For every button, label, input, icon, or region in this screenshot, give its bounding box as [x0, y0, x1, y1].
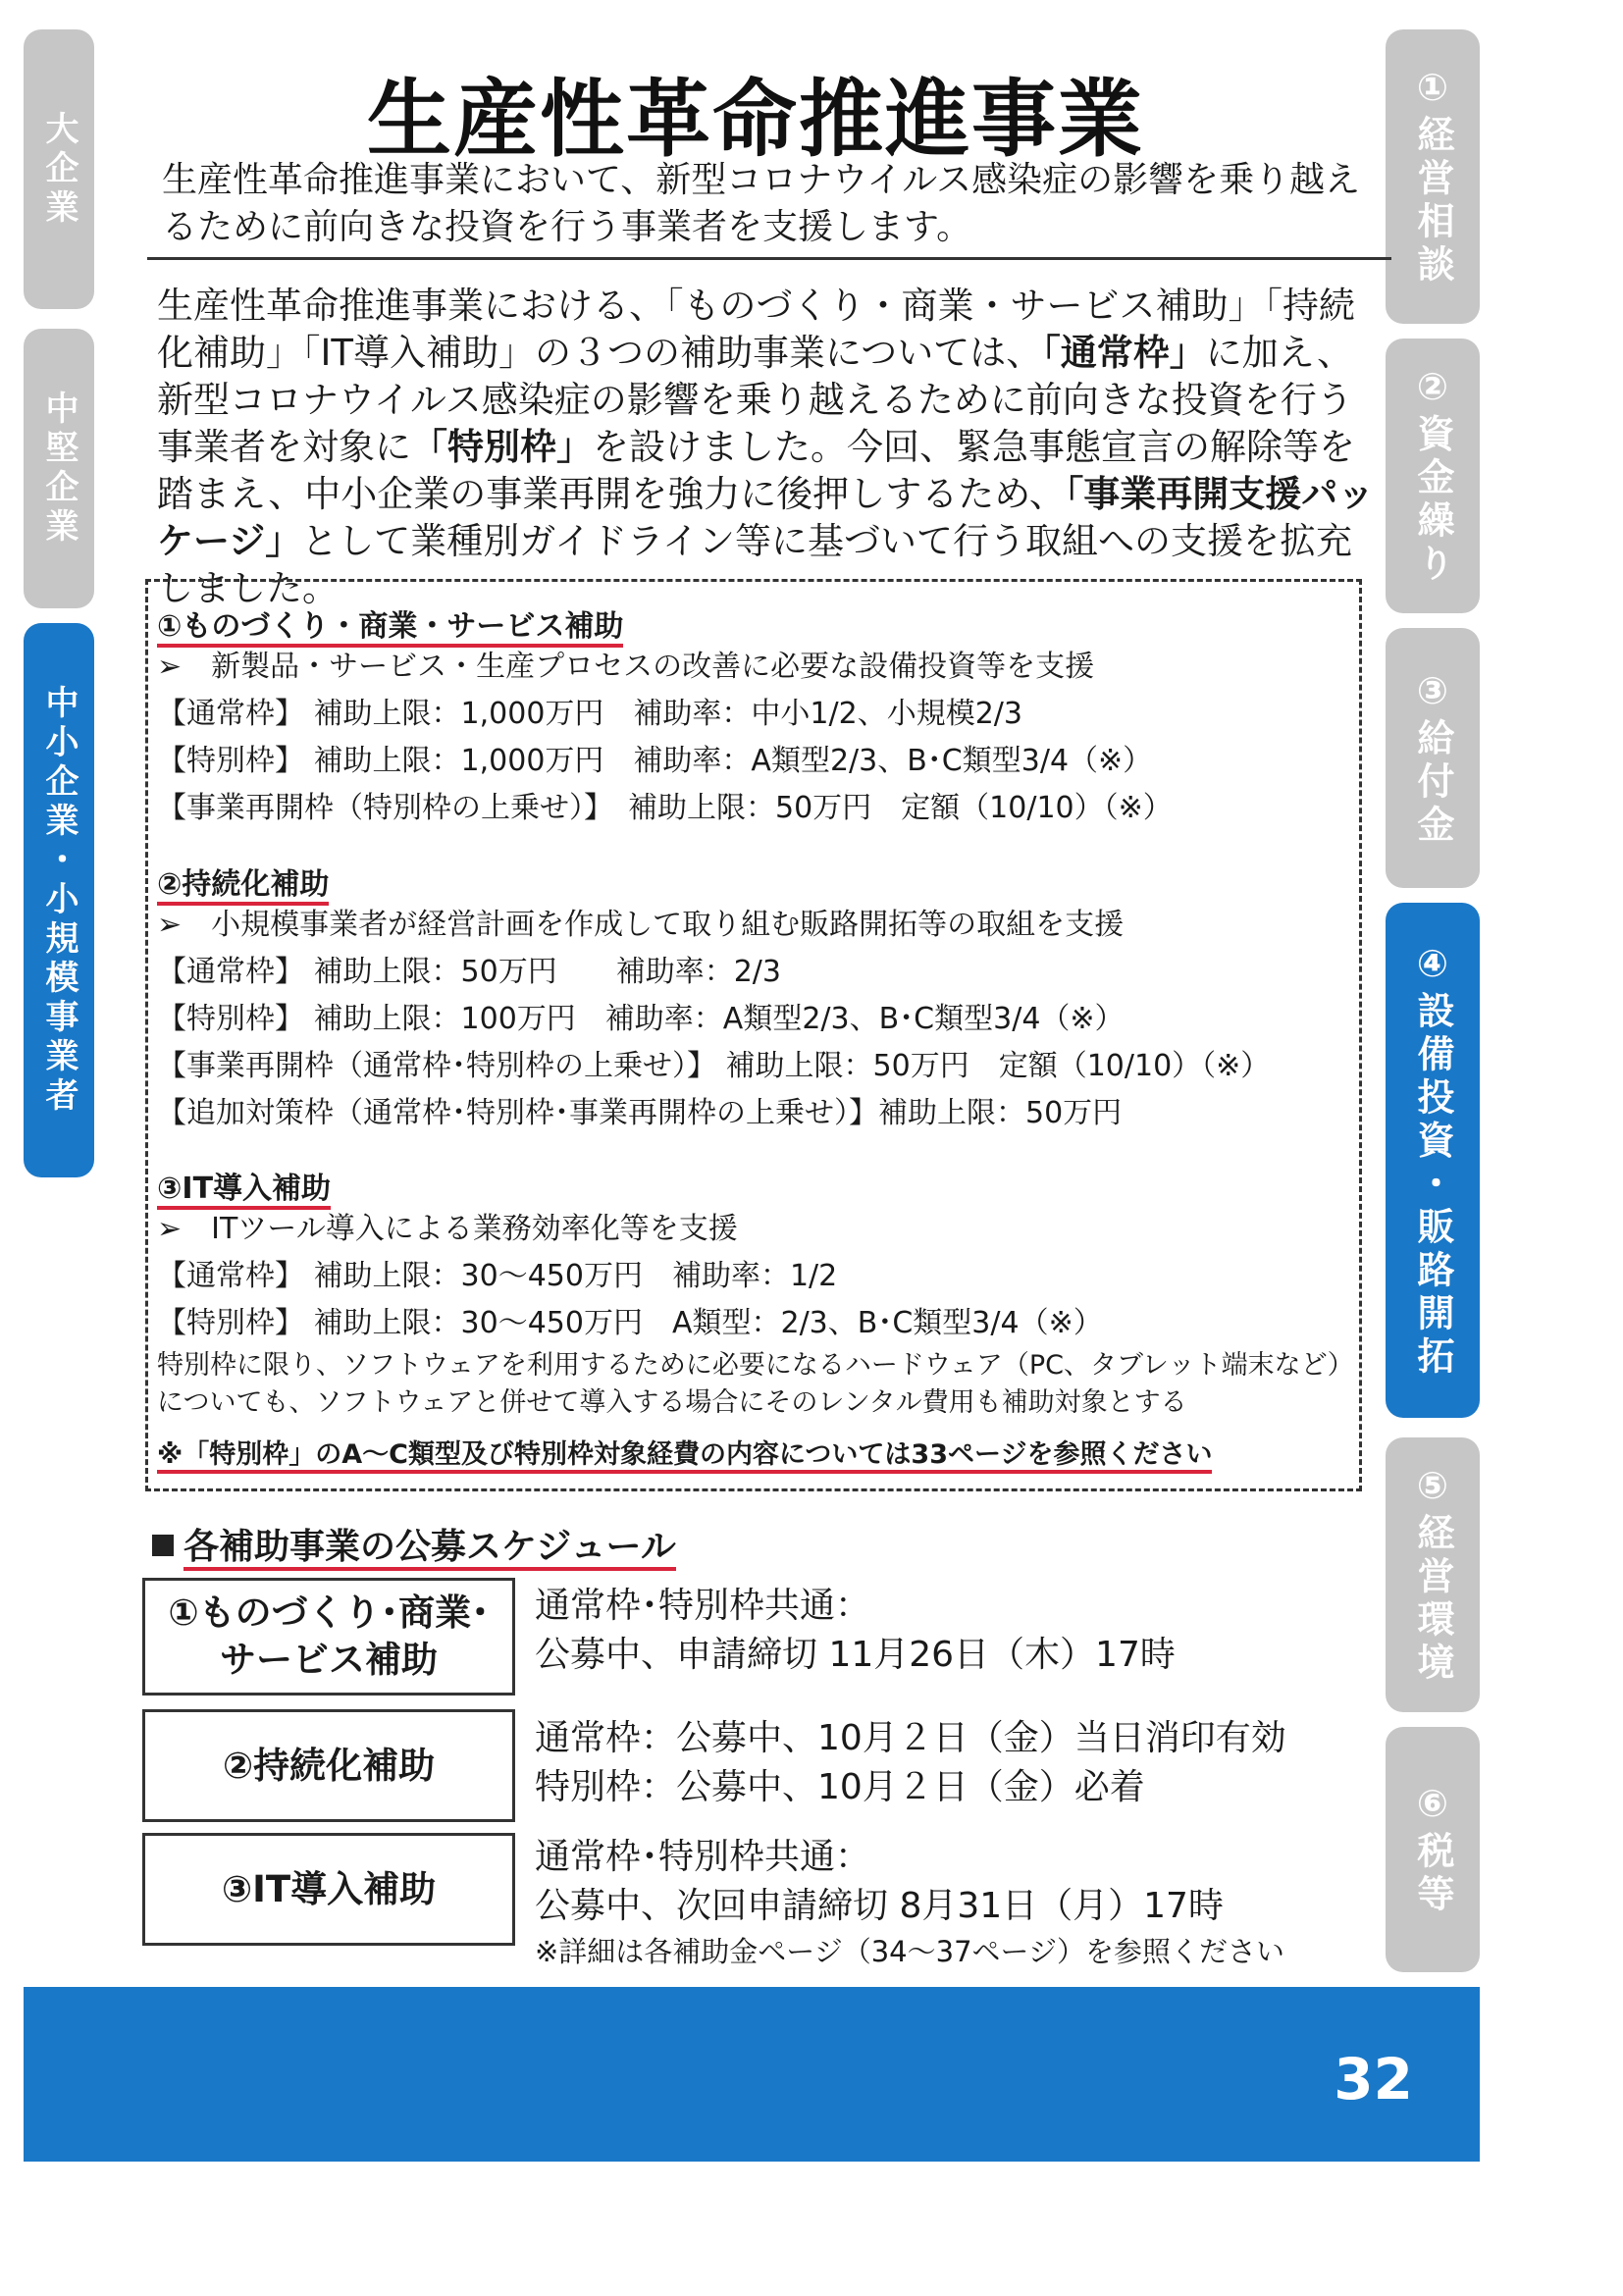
section-line: 【特別枠】 補助上限：1,000万円 補助率：A類型2/3、B･C類型3/4（※）	[157, 744, 1153, 778]
section-desc: ➢ 新製品・サービス・生産プロセスの改善に必要な設備投資等を支援	[157, 650, 1095, 684]
schedule-desc-jizokuka: 通常枠：公募中、10月２日（金）当日消印有効 特別枠：公募中、10月２日（金）必着	[535, 1718, 1286, 1807]
tab-large-enterprise[interactable]: 大企業	[24, 29, 94, 309]
schedule-desc-monozukuri: 通常枠･特別枠共通： 公募中、申請締切 11月26日（木）17時	[535, 1586, 1176, 1675]
special-frame-note: ※「特別枠」のA～C類型及び特別枠対象経費の内容については33ページを参照ください	[157, 1439, 1212, 1474]
section-line: 【通常枠】 補助上限：50万円 補助率：2/3	[157, 955, 781, 989]
tab-mid-enterprise[interactable]: 中堅企業	[24, 329, 94, 608]
section-line: 【事業再開枠（通常枠･特別枠の上乗せ）】 補助上限：50万円 定額（10/10）（※）	[157, 1049, 1271, 1083]
section-line: 【通常枠】 補助上限：30～450万円 補助率：1/2	[157, 1259, 838, 1293]
divider	[147, 257, 1391, 260]
schedule-heading: 各補助事業の公募スケジュール	[152, 1519, 676, 1569]
tab-benefits[interactable]: ③給付金	[1386, 628, 1480, 888]
section-title: ②持続化補助	[157, 867, 329, 906]
section-it	[157, 1173, 1354, 1422]
tab-tax[interactable]: ⑥税等	[1386, 1727, 1480, 1972]
section-line: 【通常枠】 補助上限：1,000万円 補助率：中小1/2、小規模2/3	[157, 697, 1022, 731]
section-title: ①ものづくり・商業・サービス補助	[157, 609, 623, 648]
section-line: 【追加対策枠（通常枠･特別枠･事業再開枠の上乗せ）】補助上限：50万円	[157, 1096, 1123, 1130]
tab-business-environment[interactable]: ⑤経営環境	[1386, 1437, 1480, 1712]
section-desc: ➢ ITツール導入による業務効率化等を支援	[157, 1212, 738, 1246]
section-line: 【特別枠】 補助上限：100万円 補助率：A類型2/3、B･C類型3/4（※）	[157, 1002, 1125, 1036]
section-small-note: 特別枠に限り、ソフトウェアを利用するために必要になるハードウェア（PC、タブレット端末など）	[157, 1350, 1354, 1381]
section-desc: ➢ 小規模事業者が経営計画を作成して取り組む販路開拓等の取組を支援	[157, 908, 1125, 942]
schedule-desc-it: 通常枠･特別枠共通： 公募中、次回申請締切 8月31日（月）17時	[535, 1837, 1224, 1926]
lead-text: 生産性革命推進事業において、新型コロナウイルス感染症の影響を乗り越えるために前向きな投資を行う事業者を支援します。	[162, 160, 1361, 247]
square-bullet-icon	[152, 1535, 174, 1556]
section-jizokuka	[157, 868, 1354, 1137]
intro-bold-special-frame: 「特別枠」	[411, 426, 593, 468]
schedule-footnote: ※詳細は各補助金ページ（34～37ページ）を参照ください	[535, 1935, 1284, 1968]
section-monozukuri	[157, 610, 1354, 832]
schedule-label-it: ③IT導入補助	[142, 1833, 515, 1946]
section-line: 【特別枠】 補助上限：30～450万円 A類型：2/3、B･C類型3/4（※）	[157, 1306, 1103, 1340]
tab-management-consult[interactable]: ①経営相談	[1386, 29, 1480, 324]
page-title: 生産性革命推進事業	[367, 71, 1144, 169]
section-line: 【事業再開枠（特別枠の上乗せ）】 補助上限：50万円 定額（10/10）（※）	[157, 791, 1173, 825]
tab-sme[interactable]: 中小企業・小規模事業者	[24, 623, 94, 1177]
intro-paragraph: 生産性革命推進事業における、「ものづくり・商業・サービス補助」「持続化補助」「IT導入補助」の３つの補助事業については、「通常枠」に加え、新型コロナウイルス感染症の影響を乗り越えるために前向きな投資を行う事業者を対象に「特別枠」を設けました。今回、緊急事態宣言の解除等を踏まえ、中小企業の事業再開を強力に後押しするため、「事業再開支援パッケージ」として業種別ガイドライン等に基づいて行う取組への支援を拡充しました。	[157, 285, 1375, 609]
schedule-label-jizokuka: ②持続化補助	[142, 1709, 515, 1822]
section-title: ③IT導入補助	[157, 1172, 331, 1210]
page-number: 32	[1334, 2046, 1413, 2113]
intro-bold-regular-frame: 「通常枠」	[1042, 332, 1206, 374]
tab-cash-flow[interactable]: ②資金繰り	[1386, 339, 1480, 613]
tab-capital-investment[interactable]: ④設備投資・販路開拓	[1386, 903, 1480, 1418]
intro-bold-package: 「事業再開支援パッケージ」	[157, 473, 1375, 562]
section-small-note: についても、ソフトウェアと併せて導入する場合にそのレンタル費用も補助対象とする	[157, 1387, 1187, 1418]
schedule-label-monozukuri: ①ものづくり･商業･ サービス補助	[142, 1578, 515, 1696]
